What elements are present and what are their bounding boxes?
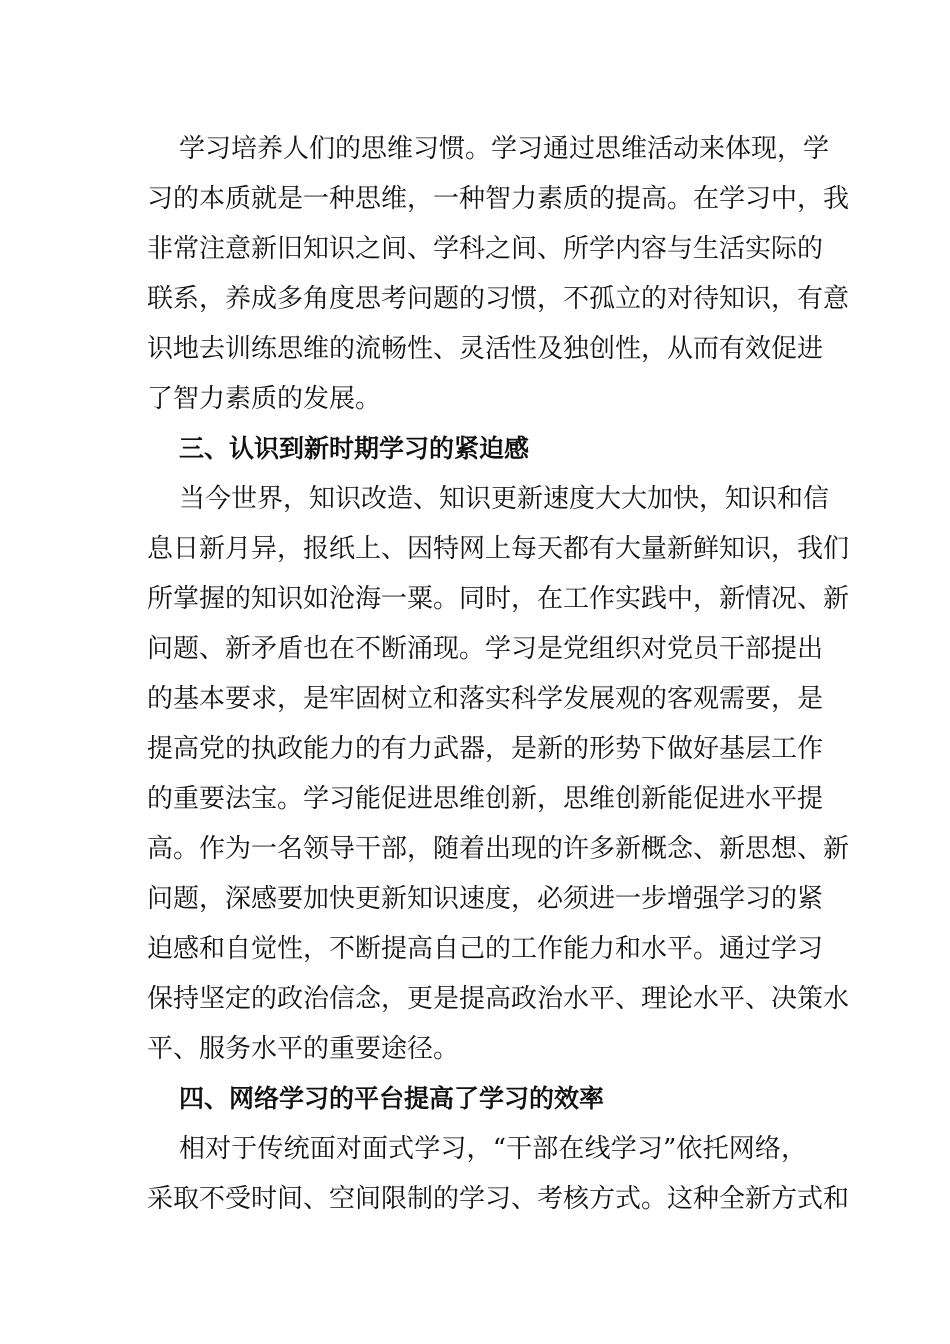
paragraph-2-line-8: 高。作为一名领导干部，随着出现的许多新概念、新思想、新 bbox=[147, 834, 850, 864]
paragraph-1-line-2: 习的本质就是一种思维，一种智力素质的提高。在学习中，我 bbox=[147, 184, 850, 214]
paragraph-2-line-11: 保持坚定的政治信念，更是提高政治水平、理论水平、决策水 bbox=[147, 984, 850, 1014]
paragraph-1-line-5: 识地去训练思维的流畅性、灵活性及独创性，从而有效促进 bbox=[147, 334, 824, 364]
paragraph-2-line-4: 问题、新矛盾也在不断涌现。学习是党组织对党员干部提出 bbox=[147, 634, 824, 664]
paragraph-3-line-1: 相对于传统面对面式学习，“干部在线学习”依托网络， bbox=[179, 1134, 807, 1164]
paragraph-1-line-3: 非常注意新旧知识之间、学科之间、所学内容与生活实际的 bbox=[147, 234, 824, 264]
paragraph-2-line-2: 息日新月异，报纸上、因特网上每天都有大量新鲜知识，我们 bbox=[147, 534, 850, 564]
paragraph-2-line-3: 所掌握的知识如沧海一粟。同时，在工作实践中，新情况、新 bbox=[147, 584, 850, 614]
paragraph-1-line-6: 了智力素质的发展。 bbox=[147, 384, 382, 414]
paragraph-3-line-2: 采取不受时间、空间限制的学习、考核方式。这种全新方式和 bbox=[147, 1184, 850, 1214]
paragraph-2-line-9: 问题，深感要加快更新知识速度，必须进一步增强学习的紧 bbox=[147, 884, 824, 914]
paragraph-1-line-4: 联系，养成多角度思考问题的习惯，不孤立的对待知识，有意 bbox=[147, 284, 850, 314]
section-heading-4: 四、网络学习的平台提高了学习的效率 bbox=[179, 1084, 605, 1113]
paragraph-1-line-1: 学习培养人们的思维习惯。学习通过思维活动来体现，学 bbox=[179, 134, 830, 164]
paragraph-2-line-6: 提高党的执政能力的有力武器，是新的形势下做好基层工作 bbox=[147, 734, 824, 764]
paragraph-2-line-12: 平、服务水平的重要途径。 bbox=[147, 1034, 460, 1064]
section-heading-3: 三、认识到新时期学习的紧迫感 bbox=[179, 434, 530, 463]
paragraph-2-line-1: 当今世界，知识改造、知识更新速度大大加快，知识和信 bbox=[179, 484, 830, 514]
paragraph-2-line-5: 的基本要求，是牢固树立和落实科学发展观的客观需要，是 bbox=[147, 684, 824, 714]
paragraph-2-line-10: 迫感和自觉性，不断提高自己的工作能力和水平。通过学习 bbox=[147, 934, 824, 964]
paragraph-2-line-7: 的重要法宝。学习能促进思维创新，思维创新能促进水平提 bbox=[147, 784, 824, 814]
